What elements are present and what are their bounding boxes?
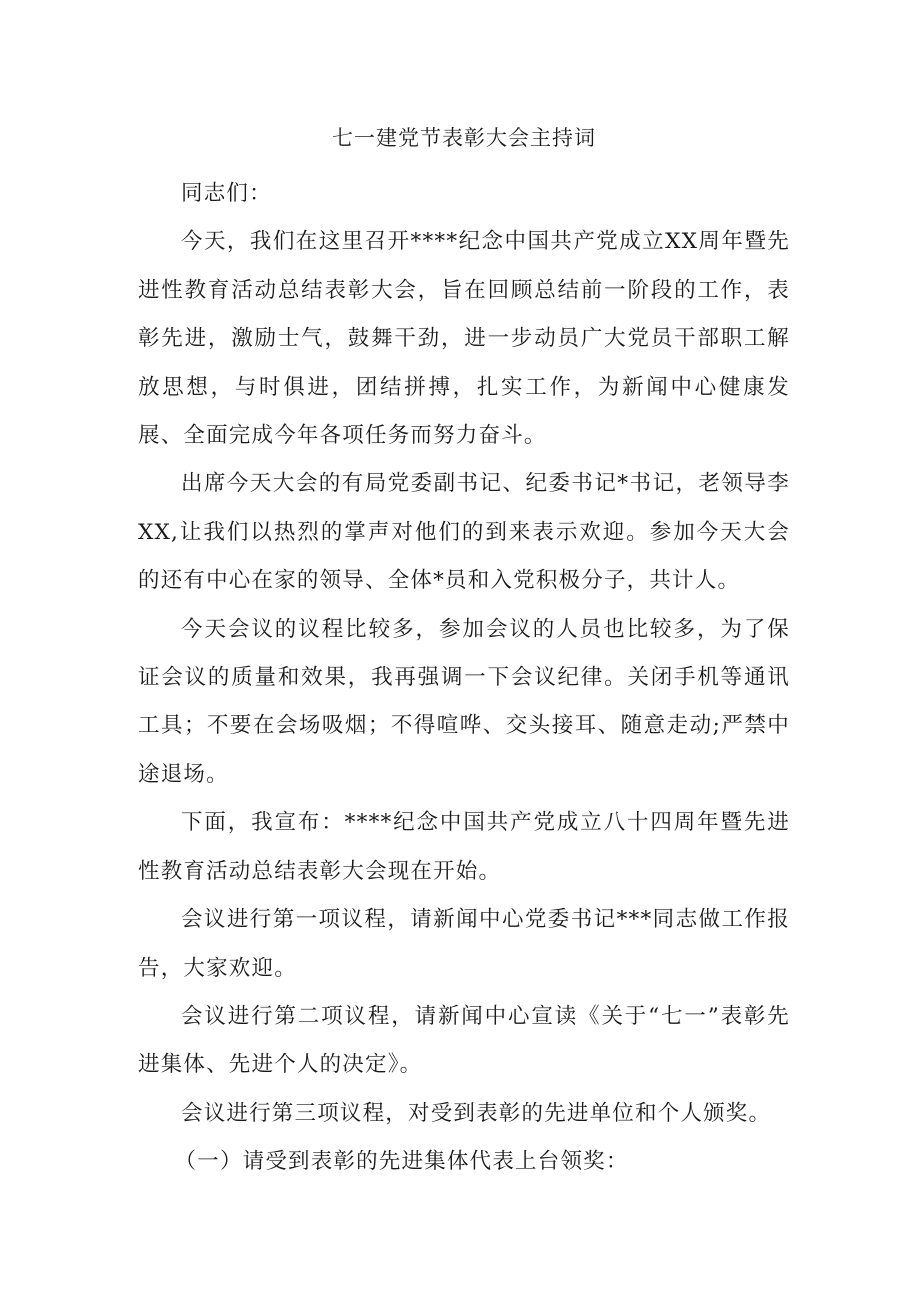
paragraph-attendees: 出席今天大会的有局党委副书记、纪委书记*书记，老领导李XX,让我们以热烈的掌声对他们的到来表示欢迎。参加今天大会的还有中心在家的领导、全体*员和入党积极分子，共计人。: [138, 471, 790, 594]
paragraph-agenda-2: 会议进行第二项议程，请新闻中心宣读《关于“七一”表彰先进集体、先进个人的决定》。: [138, 1003, 790, 1078]
paragraph-announcement: 下面，我宣布：****纪念中国共产党成立八十四周年暨先进性教育活动总结表彰大会现在开始。: [138, 810, 790, 884]
salutation: 同志们：: [181, 181, 272, 206]
paragraph-agenda-3: 会议进行第三项议程，对受到表彰的先进单位和个人颁奖。: [181, 1100, 772, 1126]
paragraph-discipline: 今天会议的议程比较多，参加会议的人员也比较多，为了保证会议的质量和效果，我再强调一下会议纪律。关闭手机等通讯工具；不要在会场吸烟；不得喧哗、交头接耳、随意走动;严禁中途退场。: [138, 616, 790, 787]
paragraph-agenda-1: 会议进行第一项议程，请新闻中心党委书记***同志做工作报告，大家欢迎。: [138, 907, 790, 981]
paragraph-subitem-1: （一）请受到表彰的先进集体代表上台领奖：: [174, 1149, 629, 1175]
paragraph-opening: 今天，我们在这里召开****纪念中国共产党成立XX周年暨先进性教育活动总结表彰大会，旨在回顾总结前一阶段的工作，表彰先进，激励士气，鼓舞干劲，进一步动员广大党员干部职工解放思想，与时俱进，团结拼搏，扎实工作，为新闻中心健康发展、全面完成今年各项任务而努力奋斗。: [138, 229, 790, 449]
document-title: 七一建党节表彰大会主持词: [332, 126, 596, 150]
